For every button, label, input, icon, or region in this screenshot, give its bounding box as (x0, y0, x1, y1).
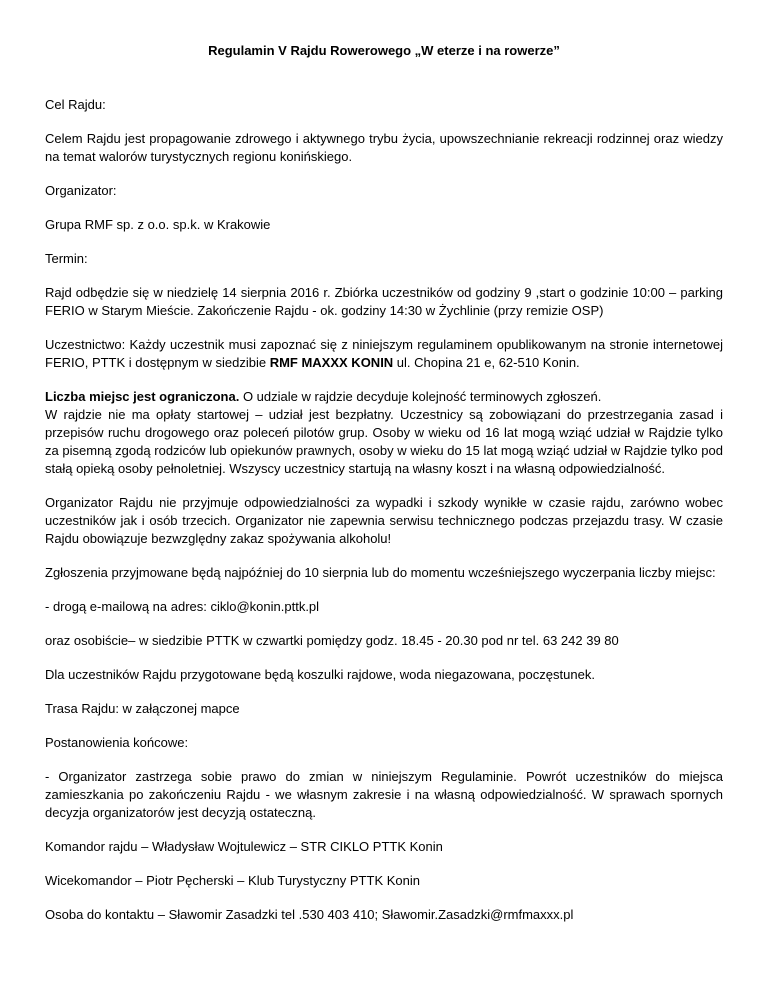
radio-station-name: RMF MAXXX KONIN (269, 355, 394, 370)
cel-text: Celem Rajdu jest propagowanie zdrowego i aktywnego trybu życia, upowszechnianie rekreacji rodzinnej oraz wiedzy na temat walorów turystycznych regionu konińskiego. (45, 131, 723, 164)
oplaty-text: W rajdzie nie ma opłaty startowej – udział jest bezpłatny. Uczestnicy są zobowiązani do przestrzegania zasad i przepisów ruchu drogowego oraz poleceń pilotów grup. Osoby w wieku od 16 lat mogą wziąć udział w Rajdzie tylko za pisemną zgodą rodziców lub opiekunów prawnych, osoby w wieku do 15 lat mogą wziąć udział w Rajdzie tylko pod stałą opieką osoby pełnoletniej. Wszyscy uczestnicy startują na własny koszt i na własną odpowiedzialność. (45, 407, 723, 476)
kontakt-text: Osoba do kontaktu – Sławomir Zasadzki tel .530 403 410; Sławomir.Zasadzki@rmfmaxxx.pl (45, 907, 574, 922)
liczba-paragraph (45, 388, 723, 406)
odpowiedzialnosc-text: Organizator Rajdu nie przyjmuje odpowiedzialności za wypadki i szkody wynikłe w czasie rajdu, zarówno wobec uczestników jak i osób trzecich. Organizator nie zapewnia serwisu technicznego podczas przejazdu trasy. W czasie Rajdu obowiązuje bezwzględny zakaz spożywania alkoholu! (45, 495, 723, 546)
termin-heading: Termin: (45, 251, 88, 266)
email-text: - drogą e-mailową na adres: ciklo@konin.pttk.pl (45, 599, 320, 614)
organizator-heading: Organizator: (45, 183, 117, 198)
postanowienia-heading: Postanowienia końcowe: (45, 735, 189, 750)
termin-text: Rajd odbędzie się w niedzielę 14 sierpnia 2016 r. Zbiórka uczestników od godziny 9 ,start o godzinie 10:00 – parking FERIO w Starym Mieście. Zakończenie Rajdu - ok. godziny 14:30 w Żychlinie (przy remizie OSP) (45, 285, 723, 318)
uczestnictwo-text: Uczestnictwo: Każdy uczestnik musi zapoznać się z niniejszym regulaminem opublikowanym na stronie internetowej FERIO, PTTK i dostępnym w siedzibie (45, 337, 723, 370)
liczba-text: O udziale w rajdzie decyduje kolejność terminowych zgłoszeń. (239, 389, 602, 404)
zgloszenia-text: Zgłoszenia przyjmowane będą najpóźniej do 10 sierpnia lub do momentu wcześniejszego wyczerpania liczby miejsc: (45, 565, 716, 580)
organizator-text: Grupa RMF sp. z o.o. sp.k. w Krakowie (45, 217, 271, 232)
uczestnictwo-address: ul. Chopina 21 e, 62-510 Konin. (393, 355, 580, 370)
uczestnictwo-paragraph (45, 336, 723, 372)
document-title: Regulamin V Rajdu Rowerowego „W eterze i na rowerze” (208, 43, 560, 58)
liczba-bold: Liczba miejsc jest ograniczona. (45, 389, 240, 404)
koszulki-text: Dla uczestników Rajdu przygotowane będą koszulki rajdowe, woda niegazowana, poczęstunek. (45, 667, 595, 682)
document-page (45, 0, 723, 924)
cel-heading: Cel Rajdu: (45, 97, 106, 112)
osobiscie-text: oraz osobiście– w siedzibie PTTK w czwartki pomiędzy godz. 18.45 - 20.30 pod nr tel. 63 242 39 80 (45, 633, 619, 648)
trasa-text: Trasa Rajdu: w załączonej mapce (45, 701, 240, 716)
komandor-text: Komandor rajdu – Władysław Wojtulewicz – STR CIKLO PTTK Konin (45, 839, 443, 854)
postanowienia-text: - Organizator zastrzega sobie prawo do zmian w niniejszym Regulaminie. Powrót uczestników do miejsca zamieszkania po zakończeniu Rajdu - we własnym zakresie i na własną odpowiedzialność. W sprawach spornych decyzja organizatorów jest decyzją ostateczną. (45, 769, 723, 820)
wicekomandor-text: Wicekomandor – Piotr Pęcherski – Klub Turystyczny PTTK Konin (45, 873, 420, 888)
